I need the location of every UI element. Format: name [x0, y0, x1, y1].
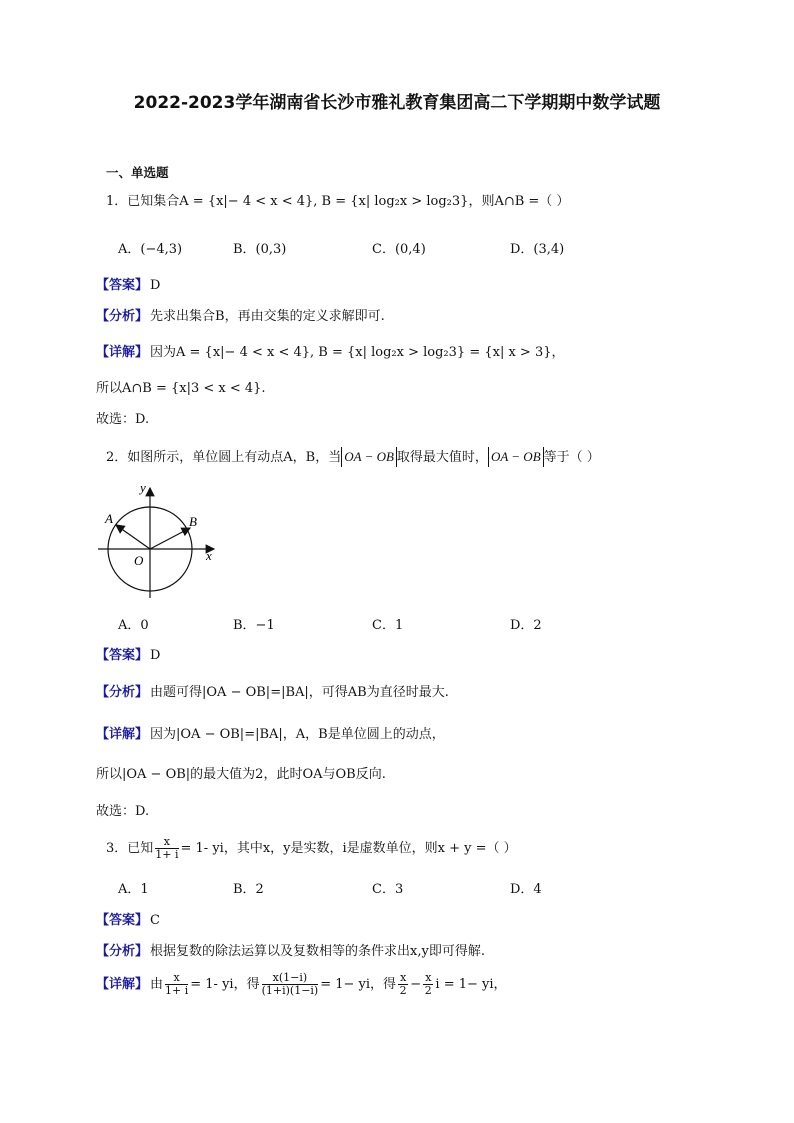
q3-analysis-row	[96, 942, 485, 962]
q1-detail-2: 所以A∩B = {x|3 < x < 4}.	[96, 381, 266, 396]
q1-detail: 因为A = {x|− 4 < x < 4}, B = {x| log₂x > log₂3} = {x| x > 3}，	[150, 345, 565, 360]
q1-conclusion: 故选：D.	[96, 412, 150, 427]
answer-label: 【答案】	[96, 278, 149, 293]
q2-detail-2: 所以|OA − OB|的最大值为2，此时OA与OB反向.	[96, 767, 386, 782]
answer-label: 【答案】	[96, 648, 149, 663]
q2-option-c: C．1	[372, 618, 404, 633]
unit-circle-figure	[94, 478, 224, 603]
q1-analysis-row	[96, 307, 385, 327]
q2-vector-expr-1: OA − OB	[341, 447, 397, 467]
q2-option-d: D．2	[510, 618, 542, 633]
q1-option-b: B．(0,3)	[233, 242, 287, 257]
analysis-label: 【分析】	[96, 685, 149, 700]
q3-detail-a: 由	[150, 977, 164, 992]
q3-answer: C	[150, 913, 160, 928]
q2-stem-c: 等于（ ）	[543, 450, 600, 465]
q3-detail-fraction-1	[165, 972, 188, 997]
q1-option-a: A．(−4,3)	[118, 242, 183, 257]
q1-analysis: 先求出集合B，再由交集的定义求解即可.	[150, 309, 385, 324]
q1-stem: 1．已知集合A = {x|− 4 < x < 4}, B = {x| log₂x > log₂3}，则A∩B =（ ）	[106, 194, 570, 209]
section-heading: 一、单选题	[106, 165, 169, 180]
detail-label: 【详解】	[96, 977, 149, 992]
vector-oa	[116, 525, 150, 549]
q3-fraction	[155, 836, 178, 861]
q1-answer: D	[150, 278, 161, 293]
analysis-label: 【分析】	[96, 944, 149, 959]
q1-option-c: C．(0,4)	[372, 242, 426, 257]
q3-answer-row	[96, 911, 160, 931]
q2-stem-a: 2．如图所示，单位圆上有动点A，B，当	[106, 450, 342, 465]
q3-detail-fraction-1-den: 1+ i	[165, 984, 189, 997]
page-title: 2022-2023学年湖南省长沙市雅礼教育集团高二下学期期中数学试题	[133, 93, 661, 113]
q2-conclusion: 故选：D.	[96, 804, 150, 819]
q2-analysis-row	[96, 683, 449, 703]
detail-label: 【详解】	[96, 345, 149, 360]
vector-ob	[150, 528, 190, 549]
q2-detail: 因为|OA − OB|=|BA|，A，B是单位圆上的动点，	[150, 727, 445, 742]
q2-detail-row	[96, 725, 445, 745]
q3-stem-a: 3．已知	[106, 841, 154, 856]
q2-option-a: A．0	[118, 618, 149, 633]
q3-fraction-den: 1+ i	[155, 848, 179, 861]
q1-detail-row	[96, 343, 565, 363]
q2-option-b: B．−1	[233, 618, 275, 633]
q1-answer-row	[96, 276, 160, 296]
origin-label: O	[134, 553, 144, 568]
q2-analysis: 由题可得|OA − OB|=|BA|，可得AB为直径时最大.	[150, 685, 449, 700]
q3-detail-fraction-2-den: (1+i)(1−i)	[261, 984, 319, 997]
analysis-label: 【分析】	[96, 309, 149, 324]
q3-option-d: D．4	[510, 882, 542, 897]
detail-label: 【详解】	[96, 727, 149, 742]
q2-vector-expr-2: OA − OB	[488, 447, 544, 467]
q3-detail-fraction-2-num: x(1−i)	[262, 972, 319, 985]
q3-detail-fraction-2	[262, 972, 319, 997]
q2-answer-row	[96, 646, 160, 666]
q3-detail-row	[96, 972, 507, 997]
q2-stem-b: 取得最大值时，	[396, 450, 488, 465]
q3-detail-fraction-1-num: x	[165, 972, 188, 985]
q3-detail-e: i = 1− yi，	[435, 977, 507, 992]
q1-option-d: D．(3,4)	[510, 242, 565, 257]
q3-detail-d: −	[410, 977, 422, 992]
q3-stem-b: = 1- yi，其中x，y是实数，i是虚数单位，则x + y =（ ）	[180, 841, 517, 856]
q3-option-a: A．1	[118, 882, 149, 897]
q3-detail-fraction-3-num: x	[400, 971, 407, 984]
q3-detail-fraction-4-num: x	[425, 971, 432, 984]
q3-option-b: B．2	[233, 882, 264, 897]
q3-stem	[106, 836, 517, 861]
point-a-label: A	[105, 511, 113, 526]
q3-detail-b: = 1- yi，得	[190, 977, 260, 992]
x-axis-label: x	[206, 548, 212, 563]
q3-detail-fraction-4	[423, 972, 433, 997]
q3-detail-c: = 1− yi，得	[320, 977, 397, 992]
point-b-label: B	[189, 514, 197, 529]
q3-option-c: C．3	[372, 882, 404, 897]
q3-detail-fraction-3	[398, 972, 408, 997]
q2-stem	[106, 447, 600, 468]
q2-answer: D	[150, 648, 161, 663]
answer-label: 【答案】	[96, 913, 149, 928]
q3-analysis: 根据复数的除法运算以及复数相等的条件求出x,y即可得解.	[150, 944, 485, 959]
q3-fraction-num: x	[155, 836, 178, 849]
q3-detail-fraction-3-den: 2	[399, 984, 407, 997]
y-axis-label: y	[140, 480, 146, 495]
q3-detail-fraction-4-den: 2	[424, 984, 432, 997]
